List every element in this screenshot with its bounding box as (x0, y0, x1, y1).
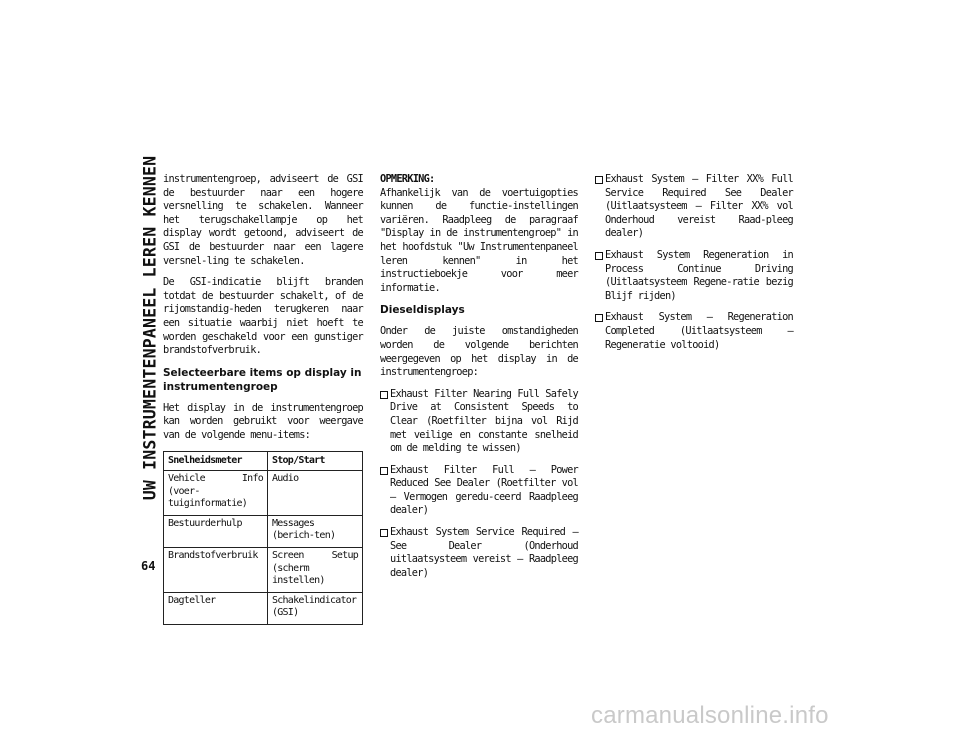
checkbox-bullet-icon (595, 252, 603, 260)
list-item-text: Exhaust System Regeneration in Process Continue Driving (Uitlaatsysteem Regene-ratie bezig Blijf rijden) (605, 248, 793, 302)
diesel-displays-heading: Dieseldisplays (380, 304, 465, 317)
gsi-paragraph-1: instrumentengroep, adviseert de GSI de bestuurder naar een hogere versnelling te schakelen. Wanneer het terugschakellampje op het display wordt getoond, adviseert de GSI de bestuurder naar een lagere versnel-ling te schakelen. (163, 173, 363, 267)
note-label: OPMERKING: (380, 173, 435, 185)
table-cell: Messages (berich-ten) (268, 515, 363, 547)
table-row (164, 471, 363, 516)
list-item (595, 311, 793, 352)
watermark: carmanualsonline.info (591, 702, 829, 729)
list-item (595, 173, 793, 241)
diesel-message-list-continued (595, 173, 793, 352)
column-3 (595, 173, 793, 360)
table-header-cell: Stop/Start (268, 451, 363, 471)
list-item (380, 526, 578, 580)
table-cell: Audio (268, 471, 363, 516)
page-number: 64 (141, 559, 156, 573)
list-item-text: Exhaust System – Regeneration Completed (Uitlaatsysteem – Regeneratie voltooid) (605, 311, 793, 351)
column-1 (163, 173, 363, 625)
table-row (164, 592, 363, 624)
table-row (164, 548, 363, 593)
list-item-text: Exhaust Filter Full – Power Reduced See Dealer (Roetfilter vol – Vermogen geredu-ceerd Raadpleeg dealer) (390, 463, 578, 517)
table-cell: Screen Setup (scherm instellen) (268, 548, 363, 593)
checkbox-bullet-icon (380, 391, 388, 399)
table-cell: Vehicle Info (voer-tuiginformatie) (164, 471, 268, 516)
table-cell: Brandstofverbruik (164, 548, 268, 593)
list-item (380, 388, 578, 456)
section-side-title (138, 155, 162, 501)
note-text: Afhankelijk van de voertuigopties kunnen de functie-instellingen variëren. Raadpleeg de paragraaf "Display in de instrumentengroep" in het hoofdstuk "Uw Instrumentenpaneel leren kennen" in het instructieboekje voor meer informatie. (380, 186, 578, 294)
table-cell: Dagteller (164, 592, 268, 624)
table-cell: Schakelindicator (GSI) (268, 592, 363, 624)
selectable-items-heading: Selecteerbare items op display in instrumentengroep (163, 366, 362, 393)
section-side-title-text: UW INSTRUMENTENPANEEL LEREN KENNEN (140, 155, 160, 501)
checkbox-bullet-icon (595, 176, 603, 184)
table-row (164, 515, 363, 547)
table-cell: Bestuurderhulp (164, 515, 268, 547)
diesel-intro: Onder de juiste omstandigheden worden de volgende berichten weergegeven op het display in de instrumentengroep: (380, 325, 578, 379)
list-item-text: Exhaust System Service Required – See Dealer (Onderhoud uitlaatsysteem vereist – Raadpleeg dealer) (390, 526, 578, 579)
checkbox-bullet-icon (380, 529, 388, 537)
gsi-paragraph-2: De GSI-indicatie blijft branden totdat de bestuurder schakelt, of de rijomstandig-heden terugkeren naar een situatie waarbij niet hoeft te worden geschakeld voor een gunstiger brandstofverbruik. (163, 276, 363, 357)
selectable-items-intro: Het display in de instrumentengroep kan worden gebruikt voor weergave van de volgende menu-items: (163, 401, 363, 441)
list-item-text: Exhaust Filter Nearing Full Safely Drive at Consistent Speeds to Clear (Roetfilter bijna vol Rijd met veilige en constante snelheid om de melding te wissen) (390, 387, 578, 455)
column-2 (380, 173, 578, 588)
list-item (380, 464, 578, 518)
list-item (595, 249, 793, 303)
menu-items-table (163, 451, 363, 626)
checkbox-bullet-icon (380, 467, 388, 475)
diesel-message-list (380, 388, 578, 581)
list-item-text: Exhaust System – Filter XX% Full Service Required See Dealer (Uitlaatsysteem – Filter XX% vol Onderhoud vereist Raad-pleeg dealer) (605, 173, 793, 240)
table-header-cell: Snelheidsmeter (164, 451, 268, 471)
table-header-row (164, 451, 363, 471)
checkbox-bullet-icon (595, 314, 603, 322)
